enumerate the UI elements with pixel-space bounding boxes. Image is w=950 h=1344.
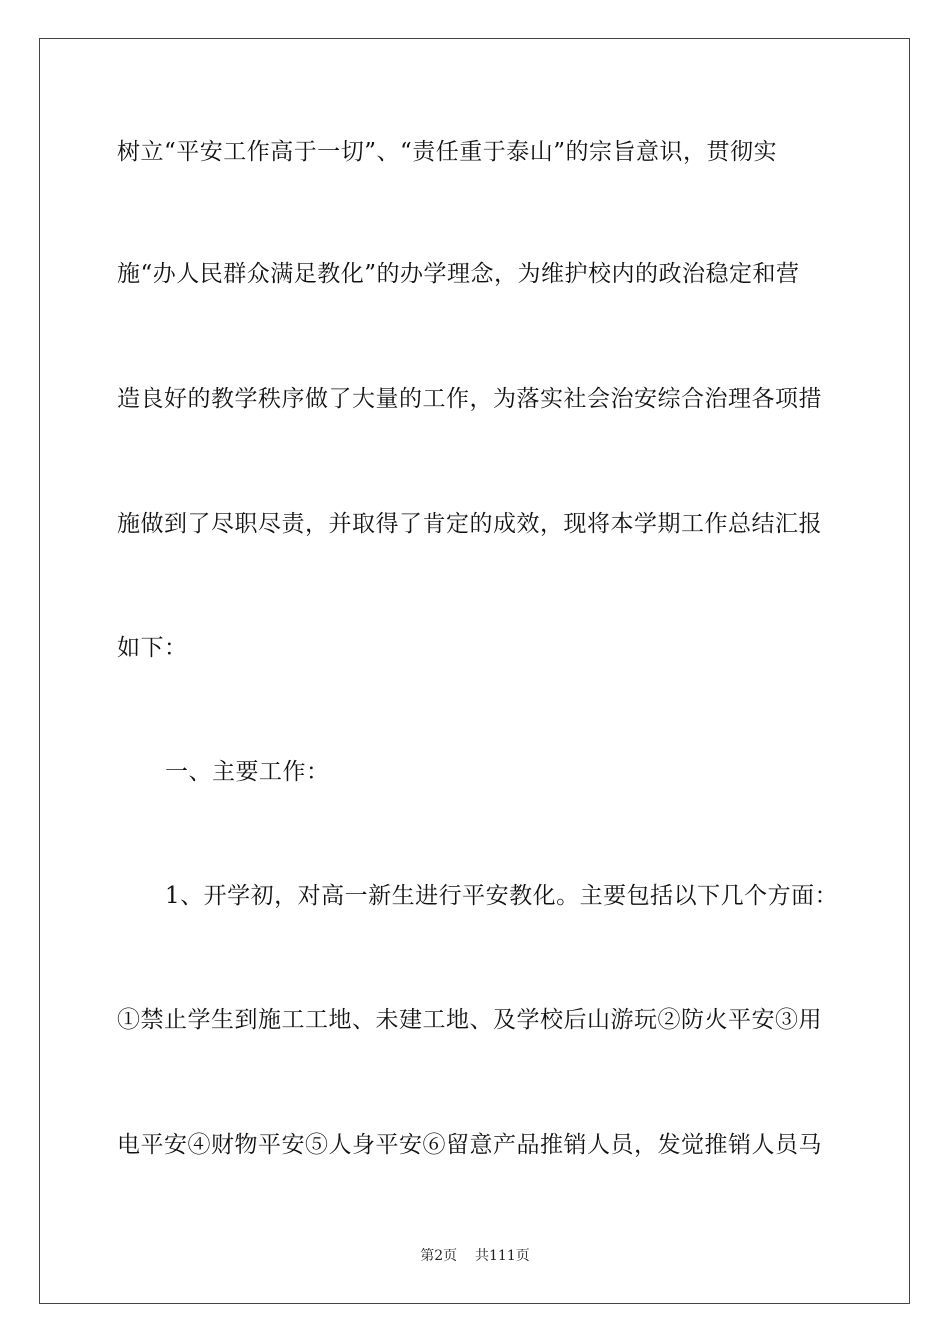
section-heading: 一、主要工作：: [165, 759, 330, 785]
body-text-line: 1、开学初，对高一新生进行平安教化。主要包括以下几个方面：: [165, 883, 839, 909]
body-text-line: 树立“平安工作高于一切”、“责任重于泰山”的宗旨意识，贯彻实: [117, 139, 778, 165]
page-frame: [39, 38, 910, 1304]
page-total: 共111页: [475, 1248, 530, 1264]
body-text-line: 造良好的教学秩序做了大量的工作，为落实社会治安综合治理各项措: [117, 386, 822, 412]
page-footer: [0, 1246, 950, 1266]
body-text-line: 电平安④财物平安⑤人身平安⑥留意产品推销人员，发觉推销人员马: [117, 1132, 822, 1158]
body-text-line: ①禁止学生到施工工地、未建工地、及学校后山游玩②防火平安③用: [117, 1007, 822, 1033]
body-text-line: 施做到了尽职尽责，并取得了肯定的成效，现将本学期工作总结汇报: [117, 511, 822, 537]
page-number: 第2页: [420, 1248, 458, 1264]
body-text-line: 施“办人民群众满足教化”的办学理念，为维护校内的政治稳定和营: [117, 261, 800, 287]
body-text-line: 如下：: [117, 635, 188, 661]
